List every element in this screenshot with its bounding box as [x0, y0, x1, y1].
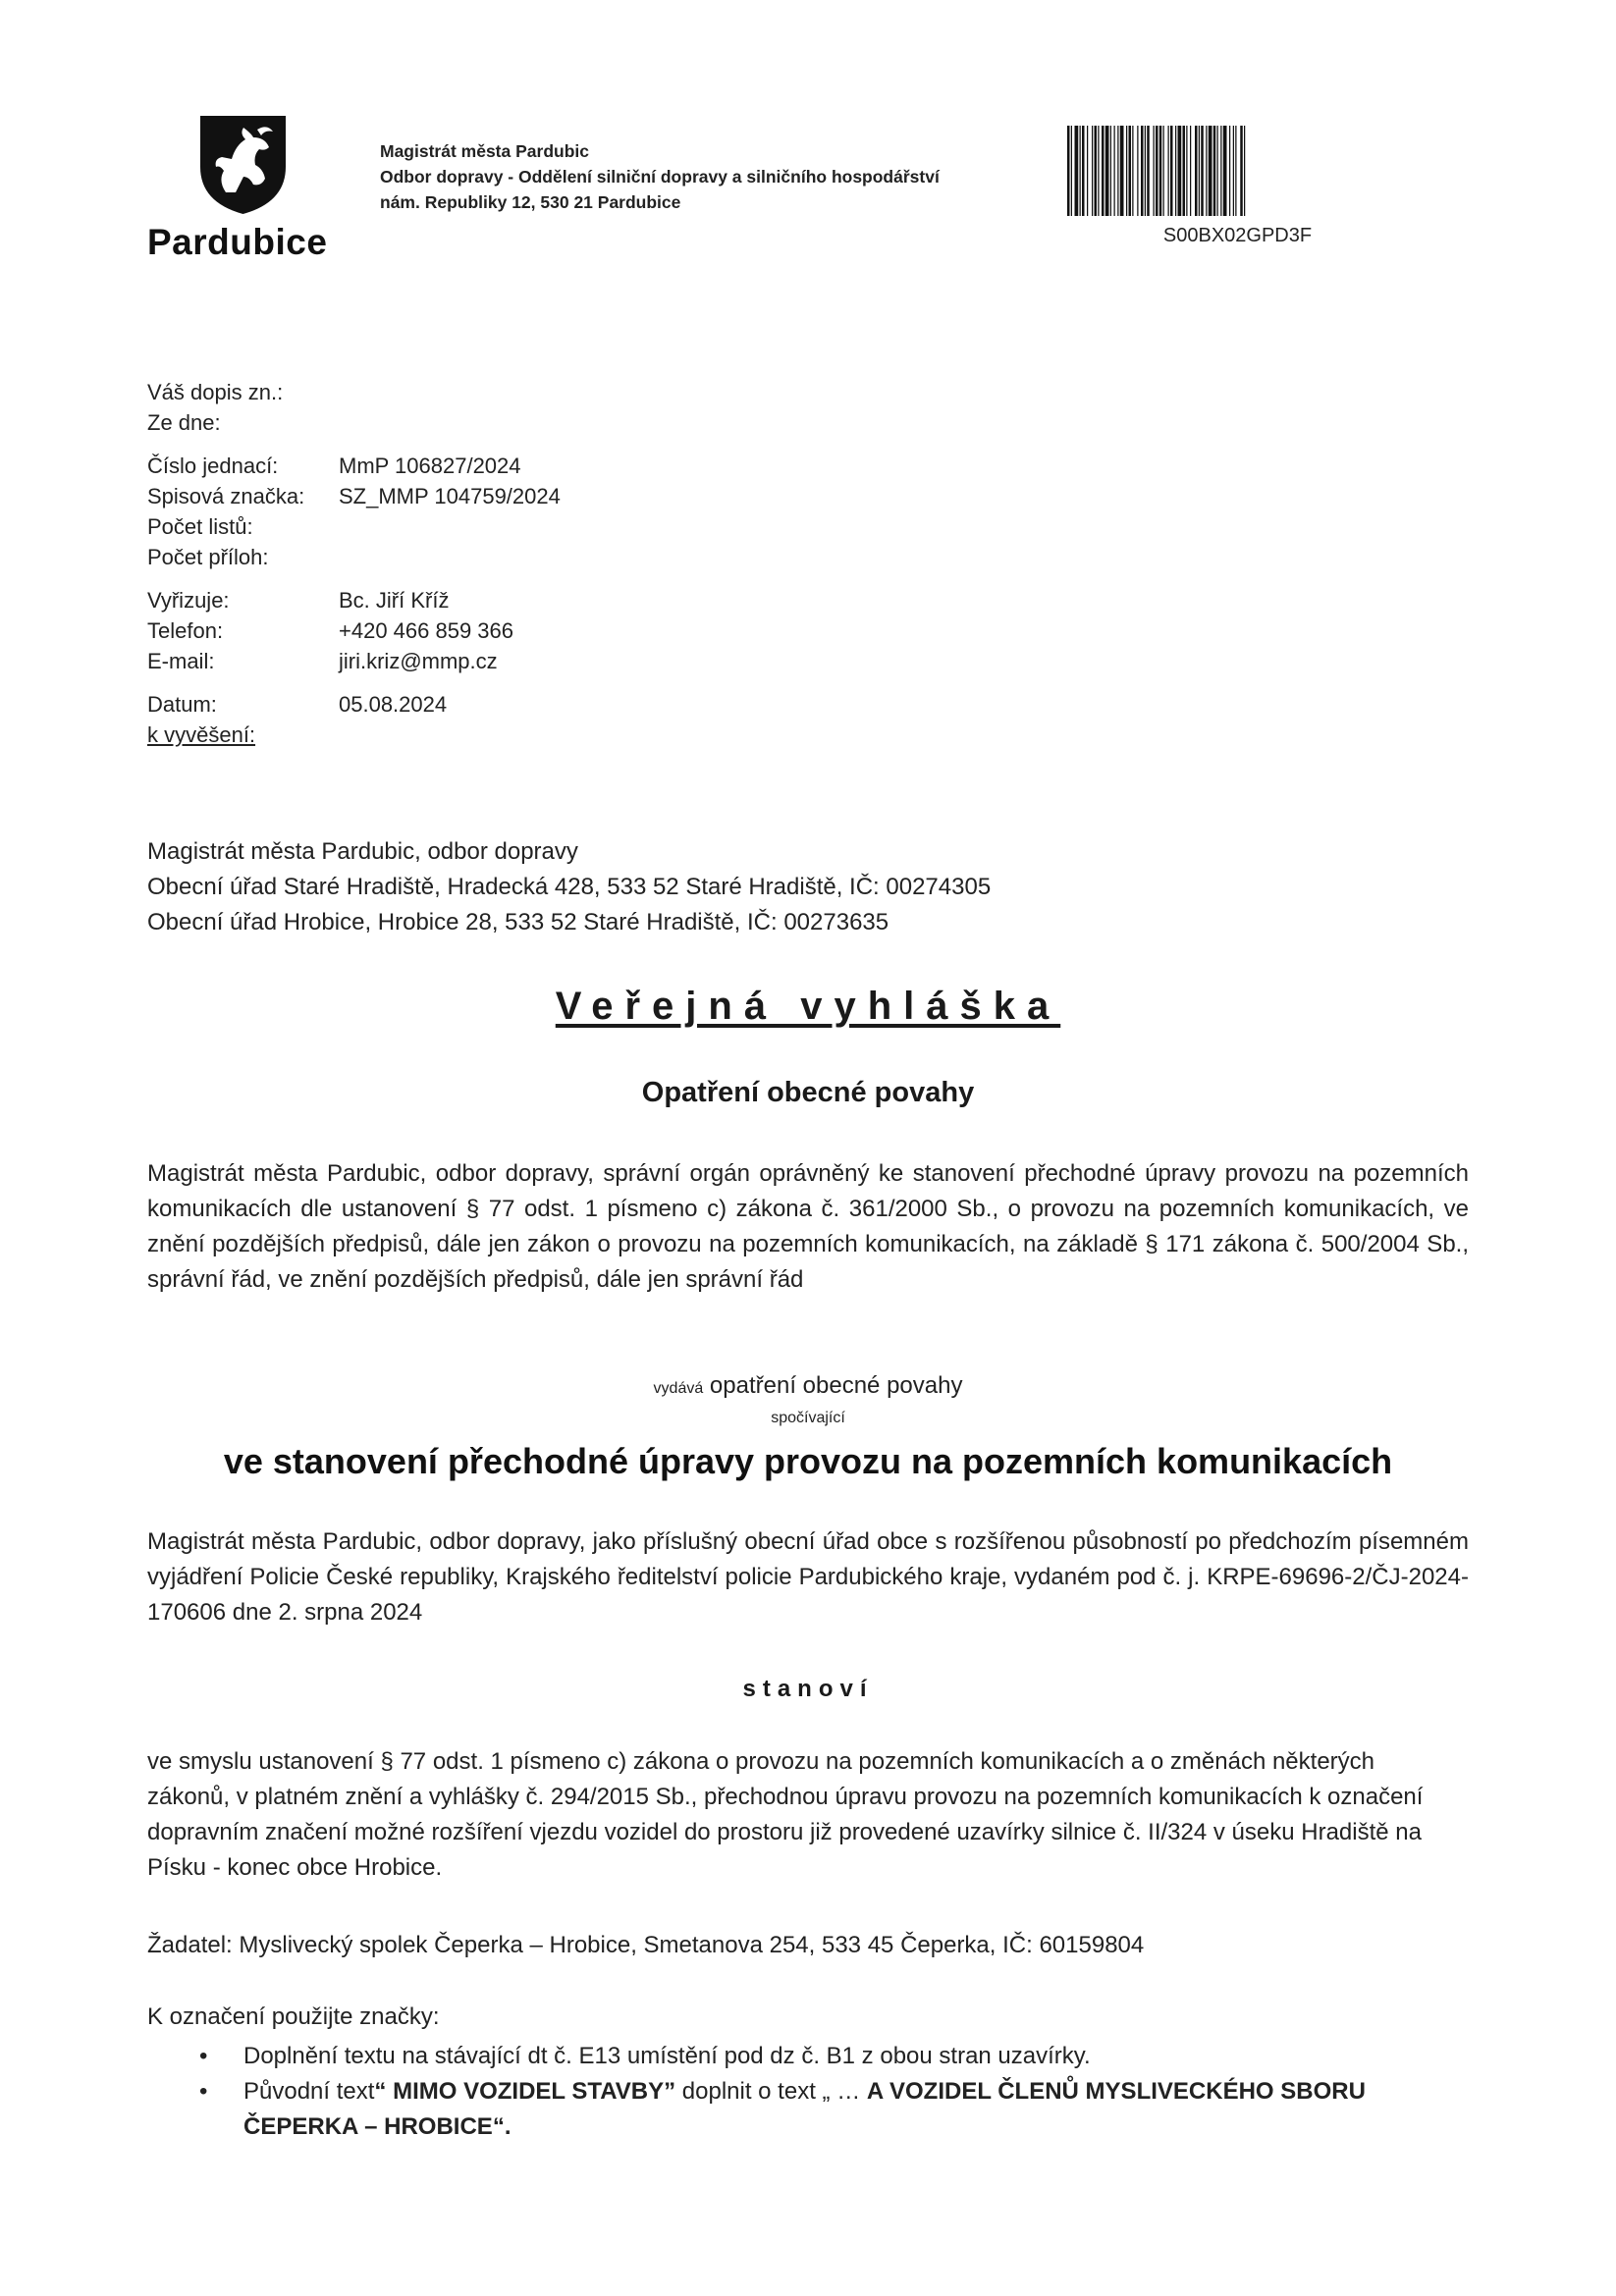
org-header	[380, 138, 940, 215]
reference-number-label: Číslo jednací:	[147, 454, 279, 478]
barcode-bar	[1183, 126, 1186, 216]
date-from-label: Ze dne:	[147, 410, 221, 435]
barcode-bar	[1114, 126, 1115, 216]
handled-by-value: Bc. Jiří Kříž	[339, 588, 450, 613]
barcode-bar	[1154, 126, 1155, 216]
barcode-bar	[1129, 126, 1132, 216]
barcode-bar	[1147, 126, 1150, 216]
signs-list	[147, 2039, 1482, 2145]
addressee-item: Magistrát města Pardubic, odbor dopravy	[147, 838, 578, 865]
barcode-bar	[1117, 126, 1118, 216]
barcode-bar	[1178, 126, 1182, 216]
document-title	[0, 985, 1616, 1029]
barcode-bars	[1067, 126, 1408, 216]
org-address: nám. Republiky 12, 530 21 Pardubice	[380, 192, 681, 212]
barcode-bar	[1163, 126, 1164, 216]
horse-shield-icon	[196, 116, 290, 214]
phone-value: +420 466 859 366	[339, 618, 514, 643]
list-item-text-c: doplnit o text „ …	[675, 2078, 867, 2105]
signs-intro: K označení použijte značky:	[147, 2003, 440, 2030]
barcode-bar	[1120, 126, 1124, 216]
barcode-bar	[1168, 126, 1169, 216]
barcode-bar	[1233, 126, 1234, 216]
barcode-bar	[1098, 126, 1099, 216]
barcode-bar	[1209, 126, 1212, 216]
issues-verb: vydává	[653, 1380, 704, 1397]
barcode-bar	[1199, 126, 1200, 216]
intro-paragraph: Magistrát města Pardubic, odbor dopravy, správní orgán oprávněný ke stanovení přechodné úpravy provozu na pozemních komunikacích dle ustanovení § 77 odst. 1 písmeno c) zákona č. 361/2000 Sb., o provozu na pozemních komunikacích, ve znění pozdějších předpisů, dále jen zákon o provozu na pozemních komunikacích, na základě § 171 zákona č. 500/2004 Sb., správní řád, ve znění pozdějších předpisů, dále jen správní řád	[147, 1160, 1469, 1293]
org-name: Magistrát města Pardubic	[380, 141, 589, 161]
barcode-bar	[1220, 126, 1221, 216]
barcode-bar	[1223, 126, 1227, 216]
determination-paragraph: ve smyslu ustanovení § 77 odst. 1 písmeno c) zákona o provozu na pozemních komunikacích a o změnách některých zákonů, v platném znění a vyhlášky č. 294/2015 Sb., přechodnou úpravu provozu na pozemních komunikacích k označení dopravním značení možné rozšíření vjezdu vozidel do prostoru již provedené uzavírky silnice č. II/324 v úseku Hradiště na Písku - konec obce Hrobice.	[147, 1748, 1424, 1881]
barcode-bar	[1190, 126, 1191, 216]
applicant-line: Žadatel: Myslivecký spolek Čeperka – Hrobice, Smetanova 254, 533 45 Čeperka, IČ: 60159804	[147, 1932, 1145, 1958]
barcode-bar	[1186, 126, 1187, 216]
org-department: Odbor dopravy - Oddělení silniční dopravy a silničního hospodářství	[380, 167, 940, 187]
attachment-count-label: Počet příloh:	[147, 545, 269, 569]
document-title-text: Veřejná vyhláška	[555, 985, 1061, 1028]
main-heading: ve stanovení přechodné úpravy provozu na pozemních komunikacích	[223, 1441, 1393, 1481]
determines-heading: stanoví	[742, 1676, 874, 1702]
date-value: 05.08.2024	[339, 692, 448, 717]
barcode-bar	[1229, 126, 1230, 216]
barcode-bar	[1137, 126, 1138, 216]
barcode-bar	[1159, 126, 1162, 216]
phone-label: Telefon:	[147, 618, 224, 643]
barcode-bar	[1067, 126, 1070, 216]
logo-text: Pardubice	[147, 222, 328, 262]
list-item	[147, 2039, 1482, 2074]
reference-number-value: MmP 106827/2024	[339, 454, 521, 478]
sheet-count-label: Počet listů:	[147, 514, 253, 539]
barcode-bar	[1082, 126, 1085, 216]
addressee-list	[147, 834, 991, 940]
barcode-code: S00BX02GPD3F	[1162, 225, 1313, 246]
barcode-bar	[1201, 126, 1204, 216]
barcode-bar	[1244, 126, 1245, 216]
date-label: Datum:	[147, 692, 217, 717]
list-item-text-b: “ MIMO VOZIDEL STAVBY”	[374, 2078, 676, 2105]
barcode-bar	[1145, 126, 1146, 216]
barcode-bar	[1156, 126, 1158, 216]
barcode-bar	[1170, 126, 1173, 216]
barcode-bar	[1126, 126, 1127, 216]
consisting-in: spočívající	[771, 1410, 845, 1426]
barcode	[1067, 126, 1408, 246]
document-subtitle: Opatření obecné povahy	[641, 1077, 975, 1108]
issues-object: opatření obecné povahy	[709, 1372, 963, 1399]
list-item-text-d: A VOZIDEL ČLENŮ MYSLIVECKÉHO SBORU ČEPERKA – HROBICE“.	[243, 2078, 1366, 2140]
barcode-bar	[1206, 126, 1207, 216]
addressee-item: Obecní úřad Staré Hradiště, Hradecká 428, 533 52 Staré Hradiště, IČ: 00274305	[147, 874, 992, 900]
barcode-bar	[1141, 126, 1144, 216]
bullet-icon: •	[199, 2043, 208, 2069]
barcode-bar	[1075, 126, 1079, 216]
list-item-text-a: Původní text	[243, 2078, 375, 2105]
file-mark-label: Spisová značka:	[147, 484, 305, 508]
barcode-bar	[1080, 126, 1081, 216]
your-letter-label: Váš dopis zn.:	[147, 380, 284, 404]
barcode-bar	[1110, 126, 1111, 216]
barcode-bar	[1071, 126, 1072, 216]
barcode-bar	[1092, 126, 1093, 216]
barcode-bar	[1102, 126, 1104, 216]
barcode-bar	[1235, 126, 1236, 216]
addressee-item: Obecní úřad Hrobice, Hrobice 28, 533 52 Staré Hradiště, IČ: 00273635	[147, 909, 889, 935]
police-paragraph: Magistrát města Pardubic, odbor dopravy, jako příslušný obecní úřad obce s rozšířenou působností po předchozím písemném vyjádření Policie České republiky, Krajského ředitelství policie Pardubického kraje, vydaném pod č. j. KRPE-69696-2/ČJ-2024-170606 dne 2. srpna 2024	[147, 1528, 1469, 1626]
barcode-bar	[1240, 126, 1243, 216]
barcode-bar	[1095, 126, 1098, 216]
posting-label: k vyvěšení:	[147, 722, 256, 747]
barcode-bar	[1175, 126, 1176, 216]
issues-line	[0, 1372, 1616, 1400]
list-item-text: Doplnění textu na stávající dt č. E13 umístění pod dz č. B1 z obou stran uzavírky.	[243, 2043, 1091, 2069]
city-logo	[147, 116, 344, 273]
email-value: jiri.kriz@mmp.cz	[339, 649, 498, 673]
barcode-bar	[1087, 126, 1088, 216]
bullet-icon: •	[199, 2078, 208, 2105]
barcode-bar	[1213, 126, 1216, 216]
barcode-bar	[1132, 126, 1133, 216]
barcode-bar	[1105, 126, 1109, 216]
barcode-bar	[1195, 126, 1198, 216]
handled-by-label: Vyřizuje:	[147, 588, 230, 613]
list-item	[147, 2074, 1482, 2145]
file-mark-value: SZ_MMP 104759/2024	[339, 484, 561, 508]
email-label: E-mail:	[147, 649, 215, 673]
barcode-bar	[1217, 126, 1218, 216]
